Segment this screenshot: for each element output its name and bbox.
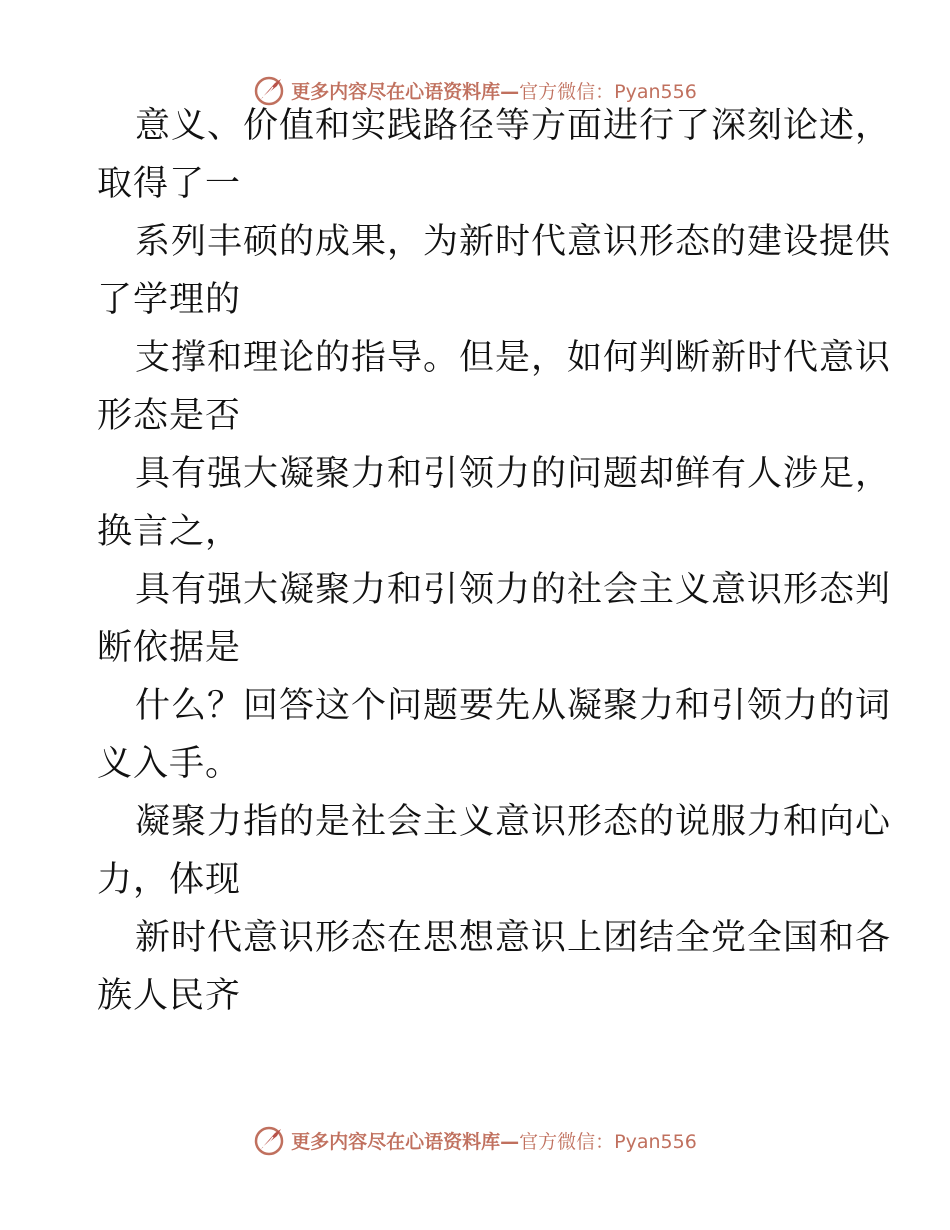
paragraph-line: 什么？回答这个问题要先从凝聚力和引领力的词 — [135, 686, 892, 726]
paragraph — [97, 213, 892, 271]
paragraph-line: 换言之， — [97, 512, 242, 552]
paragraph-line: 凝聚力指的是社会主义意识形态的说服力和向心 — [135, 802, 892, 842]
watermark-text: 更多内容尽在心语资料库— — [291, 1130, 520, 1153]
paragraph — [97, 619, 857, 677]
paragraph — [97, 851, 857, 909]
paragraph — [97, 97, 892, 155]
paragraph — [97, 445, 892, 503]
paragraph-line: 新时代意识形态在思想意识上团结全党全国和各 — [135, 918, 892, 958]
footer-watermark — [0, 1120, 950, 1160]
paragraph — [97, 329, 892, 387]
paragraph-line: 具有强大凝聚力和引领力的社会主义意识形态判 — [135, 570, 892, 610]
watermark-text: 更多内容尽在心语资料库— — [291, 80, 520, 103]
quill-pen-logo-icon — [253, 1123, 287, 1157]
paragraph — [97, 387, 857, 445]
paragraph-line: 意义、价值和实践路径等方面进行了深刻论述， — [135, 106, 892, 146]
document-body — [97, 97, 892, 1025]
paragraph-line: 义入手。 — [97, 744, 242, 784]
paragraph-line: 断依据是 — [97, 628, 242, 668]
paragraph — [97, 271, 857, 329]
paragraph-line: 系列丰硕的成果，为新时代意识形态的建设提供 — [135, 222, 892, 262]
paragraph-line: 具有强大凝聚力和引领力的问题却鲜有人涉足， — [135, 454, 892, 494]
paragraph — [97, 503, 857, 561]
paragraph-line: 族人民齐 — [97, 976, 242, 1016]
paragraph — [97, 677, 892, 735]
watermark-wechat: 官方微信：Pyan556 — [519, 1130, 697, 1153]
paragraph-line: 形态是否 — [97, 396, 242, 436]
paragraph-line: 取得了一 — [97, 164, 242, 204]
paragraph — [97, 967, 857, 1025]
paragraph-line: 支撑和理论的指导。但是，如何判断新时代意识 — [135, 338, 892, 378]
paragraph — [97, 909, 892, 967]
paragraph — [97, 735, 857, 793]
paragraph-line: 了学理的 — [97, 280, 242, 320]
watermark-wechat: 官方微信：Pyan556 — [519, 80, 697, 103]
paragraph-line: 力，体现 — [97, 860, 242, 900]
paragraph — [97, 155, 857, 213]
paragraph — [97, 561, 892, 619]
paragraph — [97, 793, 892, 851]
